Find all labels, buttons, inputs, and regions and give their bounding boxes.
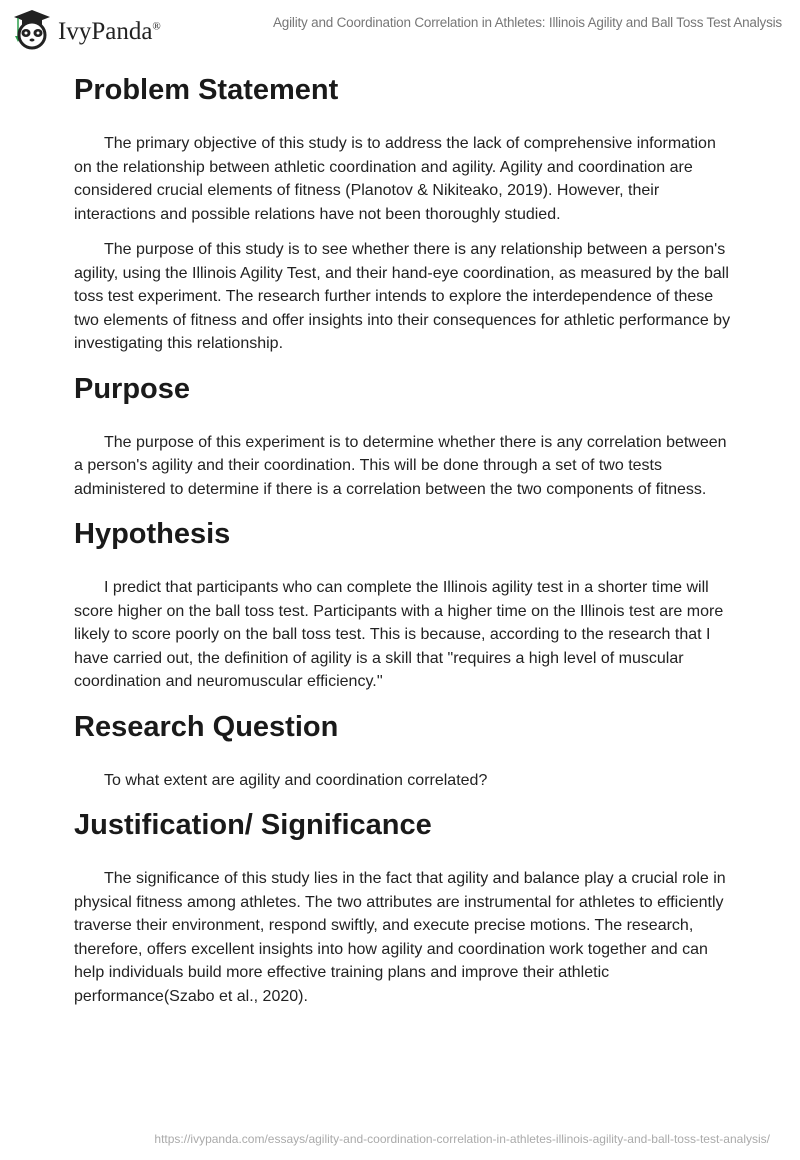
section-heading: Problem Statement	[74, 74, 339, 106]
section-purpose	[74, 369, 734, 502]
section-hypothesis	[74, 514, 734, 694]
section-research-question	[74, 707, 734, 793]
section-heading: Purpose	[74, 372, 191, 405]
paragraph: To what extent are agility and coordination correlated?	[104, 771, 488, 789]
logo-text: IvyPanda®	[58, 18, 161, 45]
paragraph: The primary objective of this study is to address the lack of comprehensive information on the relationship between athletic coordination and agility. Agility and coordination are considered crucial elements of fitness (Planotov & Nikiteako, 2019). However, their interactions and possible relations have not been thoroughly studied.	[74, 135, 716, 223]
panda-graduate-icon	[12, 8, 52, 50]
paragraph: The significance of this study lies in the fact that agility and balance play a crucial role in physical fitness among athletes. The two attributes are instrumental for athletes to efficiently traverse their environment, respond swiftly, and execute precise motions. The research, therefore, offers excellent insights into how agility and coordination work together and can help individuals build more effective training plans and improve their athletic performance(Szabo et al., 2020).	[74, 870, 726, 1005]
section-justification	[74, 805, 734, 1008]
paragraph: The purpose of this study is to see whether there is any relationship between a person's agility, using the Illinois Agility Test, and their hand-eye coordination, as measured by the ball toss test experiment. The research further intends to explore the interdependence of these two elements of fitness and offer insights into their consequences for athletic performance by investigating this relationship.	[74, 241, 731, 352]
document-title: Agility and Coordination Correlation in Athletes: Illinois Agility and Ball Toss Test Analysis	[273, 15, 782, 30]
paragraph: I predict that participants who can complete the Illinois agility test in a shorter time will score higher on the ball toss test. Participants with a higher time on the Illinois test are more likely to score poorly on the ball toss test. This is because, according to the research that I have carried out, the definition of agility is a skill that "requires a high level of muscular coordination and neuromuscular efficiency.''	[74, 579, 724, 690]
section-heading: Research Question	[74, 710, 339, 743]
paragraph: The purpose of this experiment is to determine whether there is any correlation between a person's agility and their coordination. This will be done through a set of two tests administered to determine if there is a correlation between the two components of fitness.	[74, 433, 727, 498]
source-url[interactable]: https://ivypanda.com/essays/agility-and-coordination-correlation-in-athletes-illinois-agility-and-ball-toss-test-analysis/	[154, 1132, 770, 1146]
section-heading: Justification/ Significance	[74, 809, 432, 841]
page-header	[0, 0, 800, 56]
section-heading: Hypothesis	[74, 518, 231, 550]
essay-content	[74, 70, 734, 1021]
ivypanda-logo[interactable]	[12, 8, 161, 50]
section-problem-statement	[74, 70, 734, 356]
